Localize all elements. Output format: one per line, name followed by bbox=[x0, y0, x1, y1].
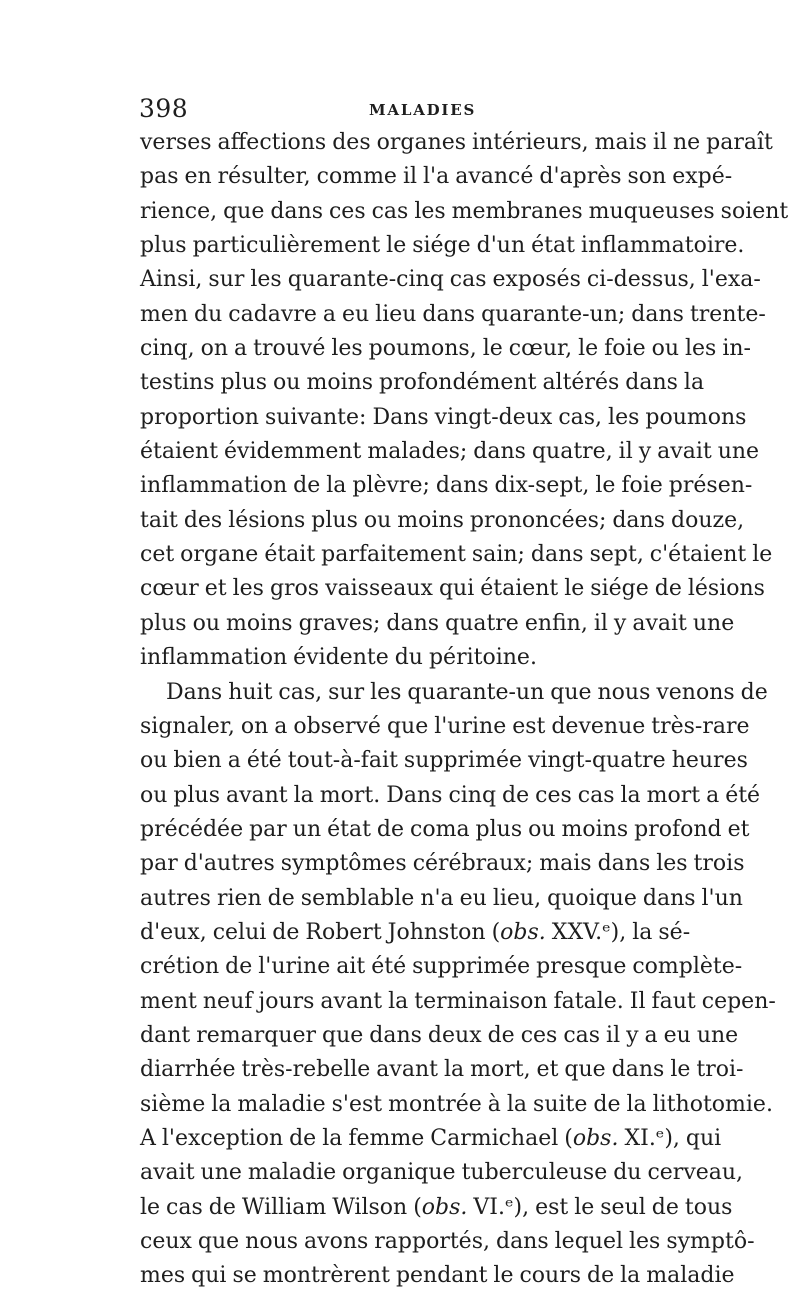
text-line bbox=[140, 298, 766, 332]
text-line bbox=[140, 607, 735, 641]
line-text: Ainsi, sur les quarante-cinq cas exposés ci-dessus, l'exa- bbox=[140, 267, 761, 293]
line-text: rience, que dans ces cas les membranes muqueuses soient bbox=[140, 198, 789, 224]
text-line bbox=[140, 1191, 733, 1225]
text-line bbox=[140, 126, 773, 160]
line-text: avait une maladie organique tuberculeuse du cerveau, bbox=[140, 1160, 744, 1186]
line-text: étaient évidemment malades; dans quatre, il y avait une bbox=[140, 439, 760, 465]
text-line bbox=[140, 847, 745, 881]
text-line bbox=[140, 676, 768, 710]
text-line bbox=[140, 469, 753, 503]
line-text: testins plus ou moins profondément altérés dans la bbox=[140, 370, 705, 396]
line-text: tait des lésions plus ou moins prononcées; dans douze, bbox=[140, 507, 745, 533]
line-text: signaler, on a observé que l'urine est devenue très-rare bbox=[140, 713, 750, 739]
line-text: inflammation de la plèvre; dans dix-sept, le foie présen- bbox=[140, 473, 753, 499]
text-line bbox=[140, 1053, 744, 1087]
line-text: cinq, on a trouvé les poumons, le cœur, le foie ou les in- bbox=[140, 336, 751, 362]
line-text: cet organe était parfaitement sain; dans sept, c'étaient le bbox=[140, 542, 773, 568]
text-line bbox=[140, 263, 761, 297]
running-head bbox=[139, 94, 671, 128]
line-text: XXV.ᵉ), la sé- bbox=[545, 919, 691, 945]
line-text: d'eux, celui de Robert Johnston ( bbox=[140, 919, 501, 945]
text-line bbox=[140, 950, 743, 984]
text-line bbox=[140, 435, 760, 469]
body-text bbox=[140, 126, 789, 1294]
line-text: mes qui se montrèrent pendant le cours de la maladie bbox=[140, 1263, 735, 1289]
text-line bbox=[140, 882, 743, 916]
text-line bbox=[140, 504, 745, 538]
line-text: ou plus avant la mort. Dans cinq de ces cas la mort a été bbox=[140, 782, 761, 808]
italic-text: obs. bbox=[572, 1125, 619, 1151]
line-text: sième la maladie s'est montrée à la suite de la lithotomie. bbox=[140, 1091, 773, 1117]
text-line bbox=[140, 160, 733, 194]
text-line bbox=[140, 1019, 739, 1053]
line-text: verses affections des organes intérieurs, mais il ne paraît bbox=[140, 130, 773, 155]
text-line bbox=[140, 195, 789, 229]
text-line bbox=[140, 366, 705, 400]
line-text: plus ou moins graves; dans quatre enfin, il y avait une bbox=[140, 610, 735, 636]
text-line bbox=[140, 538, 773, 572]
text-line bbox=[140, 985, 776, 1019]
line-text: crétion de l'urine ait été supprimée presque complète- bbox=[140, 954, 743, 980]
text-line bbox=[140, 1156, 744, 1190]
text-line bbox=[140, 229, 745, 263]
line-text: le cas de William Wilson ( bbox=[140, 1194, 422, 1220]
line-text: cœur et les gros vaisseaux qui étaient le siége de lésions bbox=[140, 576, 765, 602]
text-line bbox=[140, 332, 751, 366]
text-line bbox=[140, 1259, 735, 1293]
text-line bbox=[140, 916, 691, 950]
italic-text: obs. bbox=[500, 919, 546, 945]
text-line bbox=[140, 744, 748, 778]
line-text: plus particulièrement le siége d'un état inflammatoire. bbox=[140, 233, 745, 259]
line-text: proportion suivante: Dans vingt-deux cas, les poumons bbox=[140, 404, 747, 430]
text-line bbox=[140, 710, 750, 744]
page-number: 398 bbox=[139, 94, 189, 123]
text-line bbox=[140, 1122, 722, 1156]
line-text: par d'autres symptômes cérébraux; mais dans les trois bbox=[140, 851, 745, 877]
line-text: inflammation évidente du péritoine. bbox=[140, 645, 537, 671]
line-text: dant remarquer que dans deux de ces cas il y a eu une bbox=[140, 1022, 739, 1048]
running-title: MALADIES bbox=[369, 101, 477, 119]
line-text: ceux que nous avons rapportés, dans lequel les symptô- bbox=[140, 1229, 755, 1254]
text-line bbox=[140, 572, 765, 606]
italic-text: obs. bbox=[421, 1194, 468, 1220]
text-line bbox=[140, 779, 761, 813]
line-text: pas en résulter, comme il l'a avancé d'après son expé- bbox=[140, 164, 733, 190]
line-text: autres rien de semblable n'a eu lieu, quoique dans l'un bbox=[140, 885, 743, 911]
line-text: A l'exception de la femme Carmichael ( bbox=[140, 1125, 573, 1151]
text-line bbox=[140, 641, 670, 675]
text-line bbox=[140, 401, 747, 435]
text-line bbox=[140, 1088, 773, 1122]
line-text: diarrhée très-rebelle avant la mort, et que dans le troi- bbox=[140, 1057, 744, 1083]
line-text: Dans huit cas, sur les quarante-un que nous venons de bbox=[166, 679, 768, 705]
line-text: VI.ᵉ), est le seul de tous bbox=[467, 1194, 733, 1220]
line-text: précédée par un état de coma plus ou moins profond et bbox=[140, 816, 750, 842]
line-text: ou bien a été tout-à-fait supprimée vingt-quatre heures bbox=[140, 748, 748, 774]
line-text: XI.ᵉ), qui bbox=[618, 1125, 722, 1151]
text-line bbox=[140, 813, 750, 847]
text-line bbox=[140, 1225, 755, 1259]
line-text: ment neuf jours avant la terminaison fatale. Il faut cepen- bbox=[140, 988, 776, 1014]
line-text: men du cadavre a eu lieu dans quarante-un; dans trente- bbox=[140, 301, 766, 327]
